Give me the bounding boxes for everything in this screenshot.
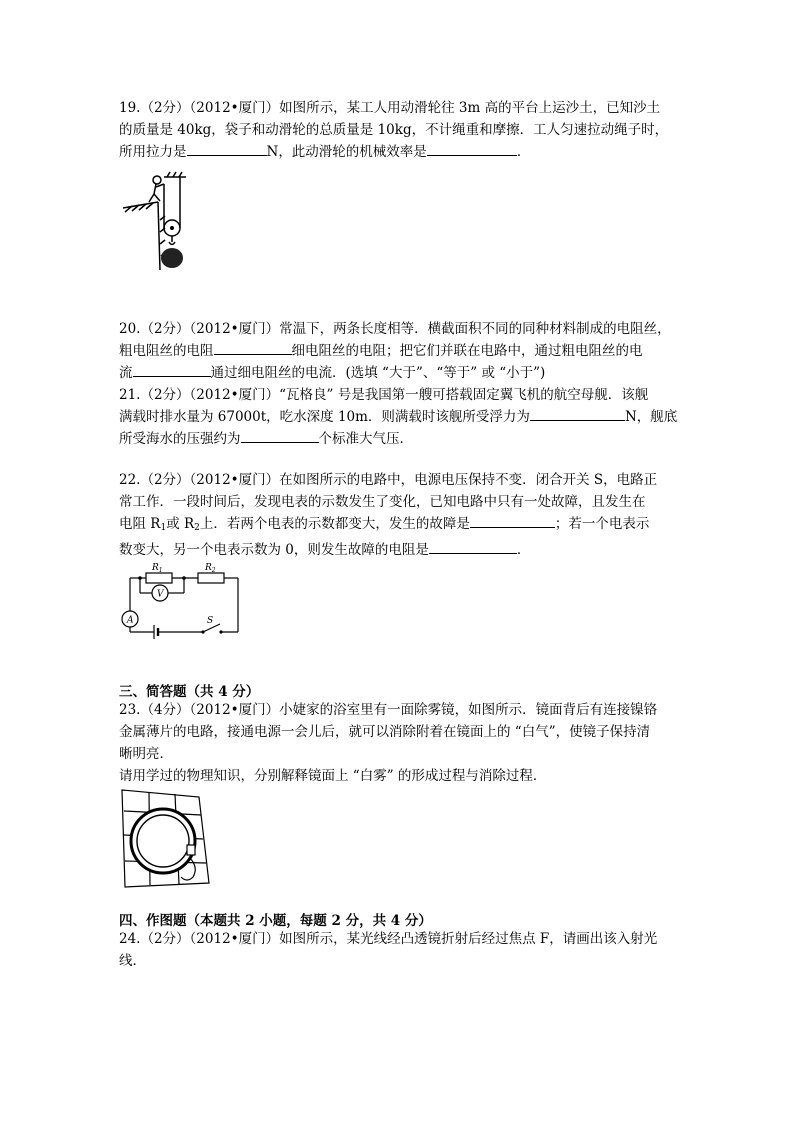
answer-blank-buoyancy[interactable] [530, 406, 625, 421]
question-21 [119, 384, 679, 450]
answer-blank-thick-resistance[interactable] [214, 340, 292, 355]
q24-line1: 24.（2分）（2012•厦门）如图所示，某光线经凸透镜折射后经过焦点 F，请画出该入射光 [119, 931, 658, 947]
svg-text:R1: $R_1$ [152, 563, 163, 574]
answer-blank-fault-resistor[interactable] [429, 539, 517, 554]
r2-label: R [205, 563, 212, 573]
q23-line4: 请用学过的物理知识，分别解释镜面上 “白雾” 的形成过程与消除过程． [119, 768, 547, 784]
q21-line2: 满载时排水量为 67000t，吃水深度 10m．则满载时该舰所受浮力为 N，舰底 [119, 406, 679, 428]
section-3-heading: 三、简答题（共 4 分） [119, 684, 260, 700]
q19-line3: 所用拉力是 N，此动滑轮的机械效率是 ． [119, 141, 679, 163]
q21-line1: 21.（2分）（2012•厦门）“瓦格良” 号是我国第一艘可搭载固定翼飞机的航空母舰．该舰 [119, 387, 649, 403]
q21-line3: 所受海水的压强约为 个标准大气压． [119, 428, 679, 450]
question-20 [119, 318, 679, 384]
q22-line4: 数变大，另一个电表示数为 0，则发生故障的电阻是 ． [119, 539, 679, 561]
circuit-diagram [118, 560, 248, 642]
q23-line2: 金属薄片的电路，接通电源一会儿后，就可以消除附着在镜面上的 “白气”，使镜子保持清 [119, 724, 651, 740]
resistor-r1 [146, 573, 172, 583]
ammeter-label: A [127, 615, 134, 626]
resistor-r2 [198, 573, 224, 583]
pulley-figure [120, 170, 200, 275]
section-4-heading: 四、作图题（本题共 2 小题，每题 2 分，共 4 分） [119, 913, 432, 929]
q19-line2: 的质量是 40kg，袋子和动滑轮的总质量是 10kg，不计绳重和摩擦．工人匀速拉动绳子时， [119, 122, 669, 138]
q20-line2: 粗电阻丝的电阻 细电阻丝的电阻；把它们并联在电路中，通过粗电阻丝的电 [119, 340, 679, 362]
answer-blank-pressure[interactable] [241, 428, 319, 443]
svg-text:R2: $R_2$ [205, 563, 216, 574]
answer-blank-fault[interactable] [470, 513, 555, 528]
question-24 [119, 928, 679, 972]
question-19 [119, 97, 679, 163]
q20-line3: 流 通过细电阻丝的电流．(选填 “大于”、“等于” 或 “小于”) [119, 362, 679, 384]
question-23 [119, 699, 679, 787]
q23-line3: 晰明亮． [119, 746, 173, 762]
q20-line1: 20.（2分）（2012•厦门）常温下，两条长度相等．横截面积不同的同种材料制成的电阻丝， [119, 321, 671, 337]
defog-mirror-figure [119, 787, 213, 891]
q24-line2: 线． [119, 953, 146, 969]
q23-line1: 23.（4分）（2012•厦门）小婕家的浴室里有一面除雾镜，如图所示．镜面背后有连接镍铬 [119, 702, 658, 718]
answer-blank-current[interactable] [133, 362, 211, 377]
question-22 [119, 469, 679, 561]
q19-line1: 19.（2分）（2012•厦门）如图所示，某工人用动滑轮往 3m 高的平台上运沙土，已知沙土 [119, 100, 661, 116]
q22-line3: 电阻 $R_1$或 $R_2$上．若两个电表的示数都变大，发生的故障是 ；若一个电表示 [119, 513, 679, 539]
answer-blank-force[interactable] [187, 141, 267, 156]
voltmeter-label: V [157, 589, 164, 600]
answer-blank-efficiency[interactable] [427, 141, 517, 156]
q22-line2: 常工作．一段时间后，发现电表的示数发生了变化，已知电路中只有一处故障，且发生在 [119, 494, 646, 510]
r1-label: R [152, 563, 159, 573]
q22-line1: 22.（2分）（2012•厦门）在如图所示的电路中，电源电压保持不变．闭合开关 S，电路正 [119, 472, 658, 488]
switch-label: S [207, 616, 214, 626]
